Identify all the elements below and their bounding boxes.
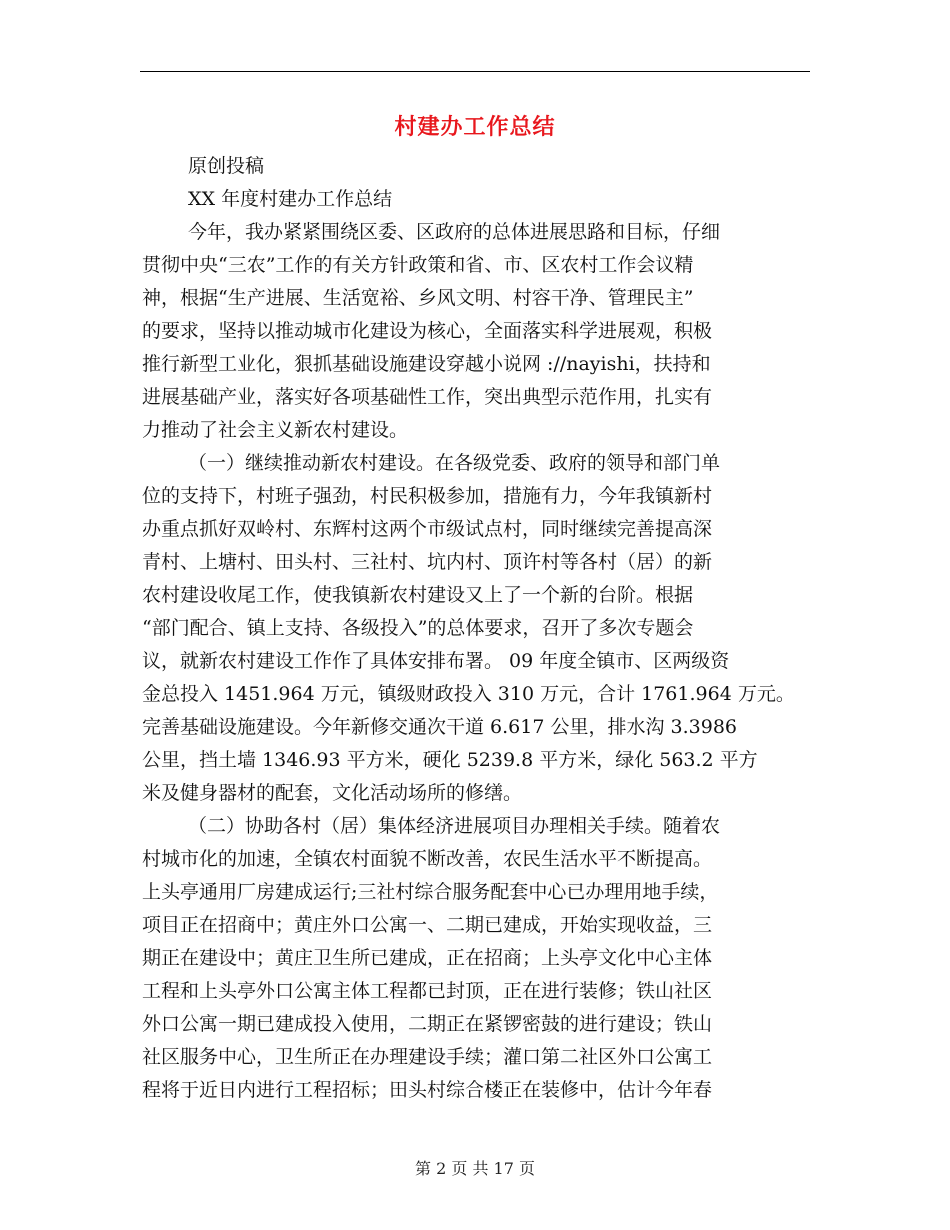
text-line: 公里，挡土墙 1346.93 平方米，硬化 5239.8 平方米，绿化 563.2 平方 <box>142 749 758 771</box>
text-line: “部门配合、镇上支持、各级投入”的总体要求，召开了多次专题会 <box>142 617 694 639</box>
text-line: 推行新型工业化，狠抓基础设施建设穿越小说网 ://nayishi，扶持和 <box>142 353 711 375</box>
document-title: 村建办工作总结 <box>394 115 556 140</box>
text-line: 程将于近日内进行工程招标；田头村综合楼正在装修中，估计今年春 <box>142 1079 713 1101</box>
text-line: 外口公寓一期已建成投入使用，二期正在紧锣密鼓的进行建设；铁山 <box>142 1013 713 1035</box>
text-line: 期正在建设中；黄庄卫生所已建成，正在招商；上头亭文化中心主体 <box>142 947 713 969</box>
text-line: 项目正在招商中；黄庄外口公寓一、二期已建成，开始实现收益，三 <box>142 914 713 936</box>
text-line: 农村建设收尾工作，使我镇新农村建设又上了一个新的台阶。根据 <box>142 584 694 606</box>
text-line: 进展基础产业，落实好各项基础性工作，突出典型示范作用，扎实有 <box>142 386 713 408</box>
text-line: 位的支持下，村班子强劲，村民积极参加，措施有力，今年我镇新村 <box>142 485 713 507</box>
text-line: 米及健身器材的配套，文化活动场所的修缮。 <box>142 782 523 804</box>
header-rule <box>140 71 810 72</box>
text-line: 神，根据“生产进展、生活宽裕、乡风文明、村容干净、管理民主” <box>142 287 694 309</box>
text-line: 工程和上头亭外口公寓主体工程都已封顶，正在进行装修；铁山社区 <box>142 980 713 1002</box>
text-line: 村城市化的加速，全镇农村面貌不断改善，农民生活水平不断提高。 <box>142 848 713 870</box>
text-line: 办重点抓好双岭村、东辉村这两个市级试点村，同时继续完善提高深 <box>142 518 713 540</box>
text-line: 今年，我办紧紧围绕区委、区政府的总体进展思路和目标，仔细 <box>188 221 721 243</box>
text-line: XX 年度村建办工作总结 <box>188 188 393 210</box>
text-line: 议，就新农村建设工作作了具体安排布署。 09 年度全镇市、区两级资 <box>142 650 730 672</box>
text-line: 社区服务中心，卫生所正在办理建设手续；灌口第二社区外口公寓工 <box>142 1046 713 1068</box>
text-line: 力推动了社会主义新农村建设。 <box>142 419 409 441</box>
text-line: 上头亭通用厂房建成运行;三社村综合服务配套中心已办理用地手续， <box>142 881 719 903</box>
text-line: 青村、上塘村、田头村、三社村、坑内村、顶许村等各村（居）的新 <box>142 551 713 573</box>
page-number: 第 2 页 共 17 页 <box>415 1159 535 1178</box>
text-line: （二）协助各村（居）集体经济进展项目办理相关手续。随着农 <box>188 815 721 837</box>
text-line: （一）继续推动新农村建设。在各级党委、政府的领导和部门单 <box>188 452 721 474</box>
text-line: 完善基础设施建设。今年新修交通次干道 6.617 公里，排水沟 3.3986 <box>142 716 737 738</box>
text-line: 原创投稿 <box>188 155 265 177</box>
text-line: 的要求，坚持以推动城市化建设为核心，全面落实科学进展观，积极 <box>142 320 713 342</box>
text-line: 贯彻中央“三农”工作的有关方针政策和省、市、区农村工作会议精 <box>142 254 694 276</box>
text-line: 金总投入 1451.964 万元，镇级财政投入 310 万元，合计 1761.964 万元。 <box>142 683 795 705</box>
